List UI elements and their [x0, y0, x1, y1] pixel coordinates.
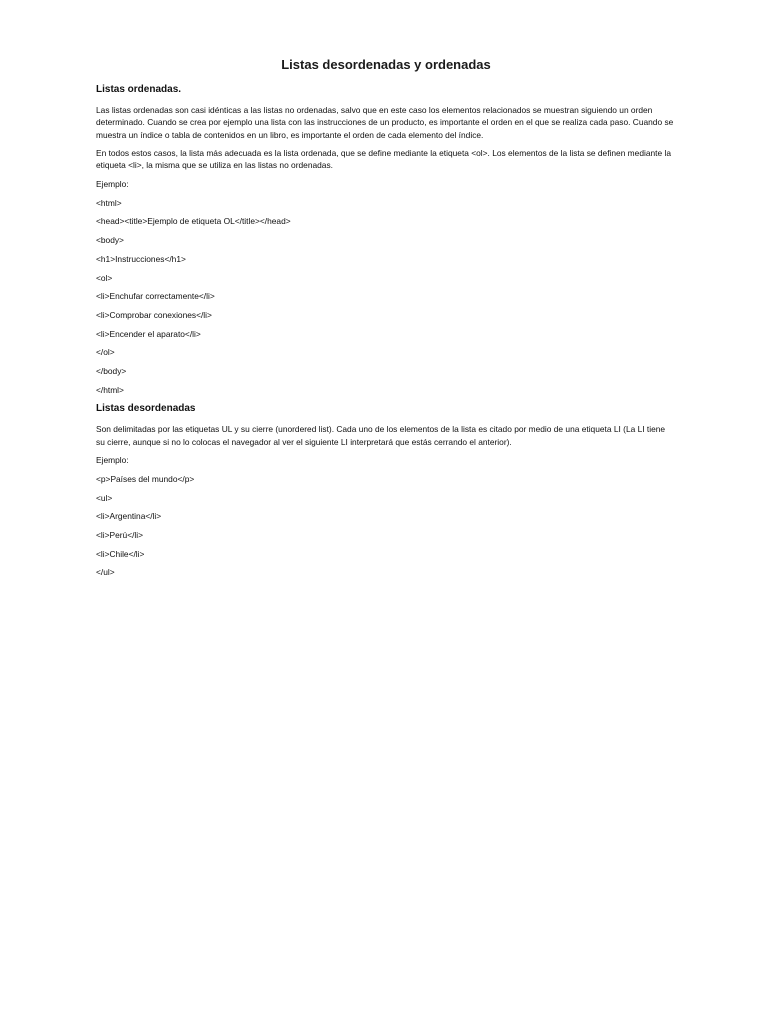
code-line: <li>Enchufar correctamente</li> [96, 291, 215, 302]
code-line: </html> [96, 384, 124, 395]
code-line: <li>Argentina</li> [96, 511, 162, 522]
code-line: <li>Perú</li> [96, 529, 144, 540]
code-line: <ul> [96, 492, 113, 503]
code-line: </body> [96, 365, 127, 376]
code-line: <ol> [96, 272, 113, 283]
code-line: <head><title>Ejemplo de etiqueta OL</title></head> [96, 216, 291, 227]
code-line: </ol> [96, 347, 115, 358]
document-title: Listas desordenadas y ordenadas [281, 57, 491, 72]
section-heading-unordered: Listas desordenadas [96, 403, 196, 415]
code-line: <h1>Instrucciones</h1> [96, 253, 186, 264]
code-line: <li>Comprobar conexiones</li> [96, 309, 212, 320]
paragraph: Son delimitadas por las etiquetas UL y su cierre (unordered list). Cada uno de los elementos de la lista es citado por medio de una etiqueta LI (La LI tiene su cierre, aunque si no lo colocas el navegador al ver el siguiente LI interpretará que estás cerrando el anterior). [96, 424, 666, 447]
paragraph: En todos estos casos, la lista más adecuada es la lista ordenada, que se define mediante la etiqueta <ol>. Los elementos de la lista se definen mediante la etiqueta <li>, la misma que se utiliza en las listas no ordenadas. [96, 148, 671, 171]
example-label: Ejemplo: [96, 179, 129, 190]
example-label: Ejemplo: [96, 455, 129, 466]
code-line: <html> [96, 197, 122, 208]
document-page [96, 56, 676, 585]
code-line: <li>Chile</li> [96, 548, 145, 559]
code-line: <li>Encender el aparato</li> [96, 328, 201, 339]
code-line: <p>Países del mundo</p> [96, 473, 195, 484]
paragraph: Las listas ordenadas son casi idénticas a las listas no ordenadas, salvo que en este caso los elementos relacionados se muestran siguiendo un orden determinado. Cuando se crea por ejemplo una lista con las instrucciones de un producto, es importante el orden en el que se realiza cada paso. Cuando se muestra un índice o tabla de contenidos en un libro, es importante el orden de cada elemento del índice. [96, 105, 674, 140]
code-line: <body> [96, 235, 124, 246]
section-heading-ordered: Listas ordenadas. [96, 84, 182, 95]
code-line: </ul> [96, 567, 115, 578]
